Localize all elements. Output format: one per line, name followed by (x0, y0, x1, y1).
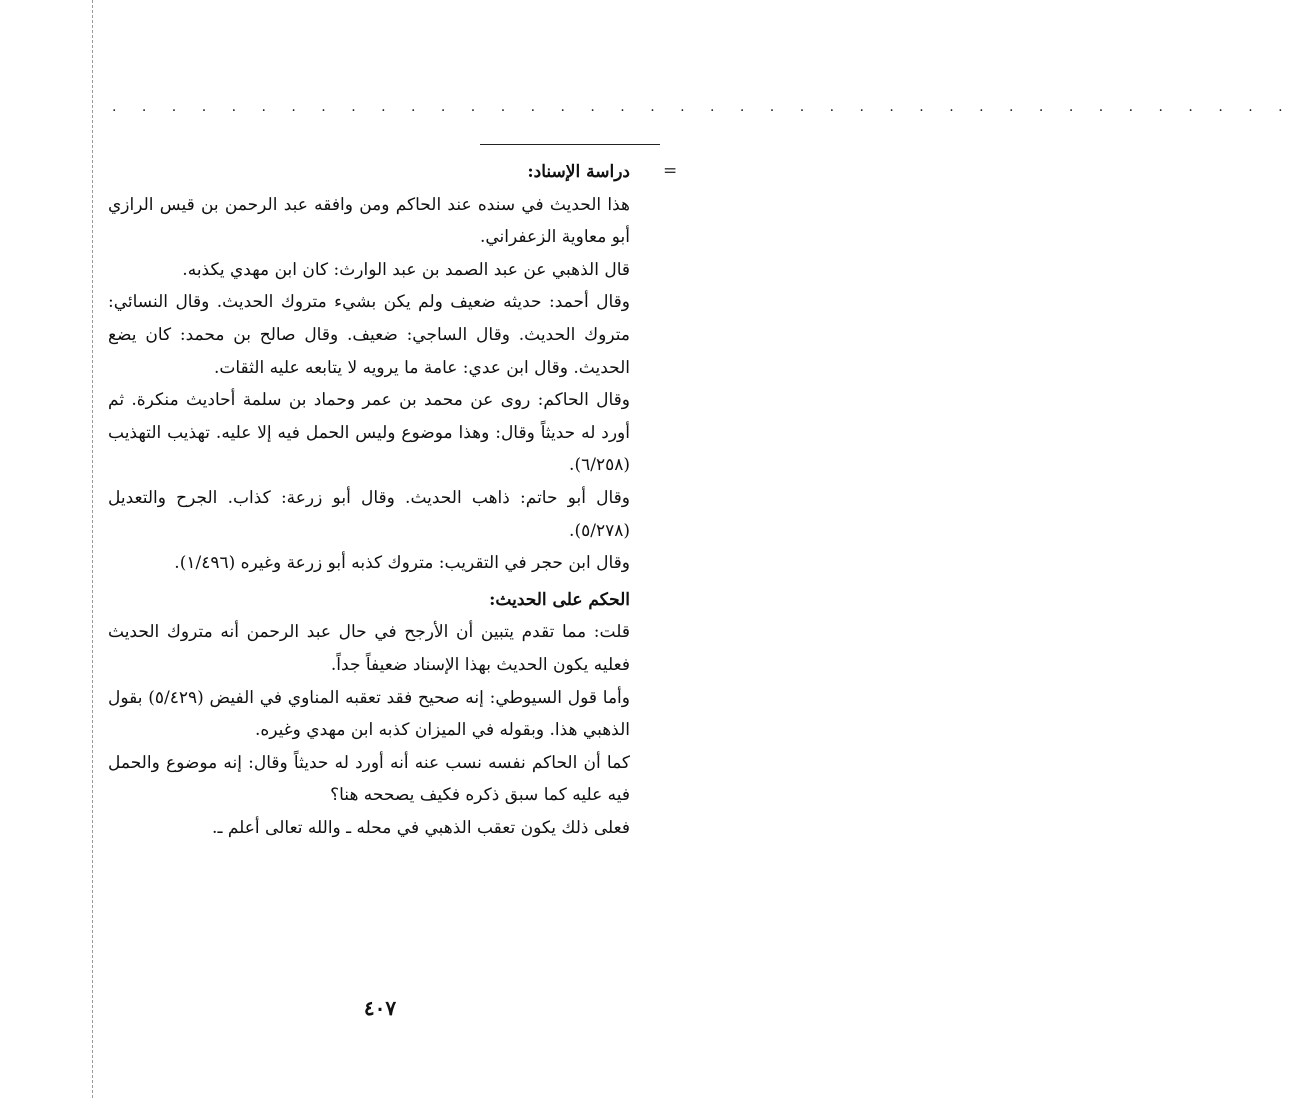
section-heading-hukm: الحكم على الحديث: (489, 589, 630, 610)
paragraph-hukm-2: وأما قول السيوطي: إنه صحيح فقد تعقبه المناوي في الفيض (٥/٤٢٩) بقول الذهبي هذا. وبقوله في الميزان كذبه ابن مهدي وغيره. (108, 687, 630, 741)
paragraph-isnad-2: قال الذهبي عن عبد الصمد بن عبد الوارث: كان ابن مهدي يكذبه. (182, 259, 630, 280)
paragraph-isnad-1: هذا الحديث في سنده عند الحاكم ومن وافقه عبد الرحمن بن قيس الرازي أبو معاوية الزعفراني. (108, 194, 630, 248)
page-number: ٤٠٧ (363, 996, 397, 1020)
paragraph-isnad-5: وقال أبو حاتم: ذاهب الحديث. وقال أبو زرعة: كذاب. الجرح والتعديل (٥/٢٧٨). (108, 487, 630, 541)
main-text (108, 156, 630, 844)
paragraph-hukm-4: فعلى ذلك يكون تعقب الذهبي في محله ـ والله تعالى أعلم ـ. (212, 817, 630, 838)
section-heading-isnad: دراسة الإسناد: (527, 162, 630, 182)
binding-margin-line (92, 0, 93, 1098)
paragraph-hukm-3: كما أن الحاكم نفسه نسب عنه أنه أورد له حديثاً وقال: إنه موضوع والحمل فيه عليه كما سبق ذكره فكيف يصححه هنا؟ (108, 752, 630, 806)
margin-marker: = (663, 161, 678, 181)
footnote-rule (480, 144, 660, 145)
separator-dots: . . . . . . . . . . . . . . . . . . . . . . . . . . . . . . . . . . . . . . . . (112, 99, 1293, 115)
paragraph-isnad-6: وقال ابن حجر في التقريب: متروك كذبه أبو زرعة وغيره (١/٤٩٦). (174, 553, 630, 574)
paragraph-hukm-1: قلت: مما تقدم يتبين أن الأرجح في حال عبد الرحمن أنه متروك الحديث فعليه يكون الحديث بهذا الإسناد ضعيفاً جداً. (108, 622, 630, 675)
paragraph-isnad-4: وقال الحاكم: روى عن محمد بن عمر وحماد بن سلمة أحاديث منكرة. ثم أورد له حديثاً وقال: وهذا موضوع وليس الحمل فيه إلا عليه. تهذيب التهذيب (٦/٢٥٨). (108, 390, 630, 476)
paragraph-isnad-3: وقال أحمد: حديثه ضعيف ولم يكن بشيء متروك الحديث. وقال النسائي: متروك الحديث. وقال الساجي: ضعيف. وقال صالح بن محمد: كان يضع الحديث. وقال ابن عدي: عامة ما يرويه لا يتابعه عليه الثقات. (108, 292, 630, 378)
